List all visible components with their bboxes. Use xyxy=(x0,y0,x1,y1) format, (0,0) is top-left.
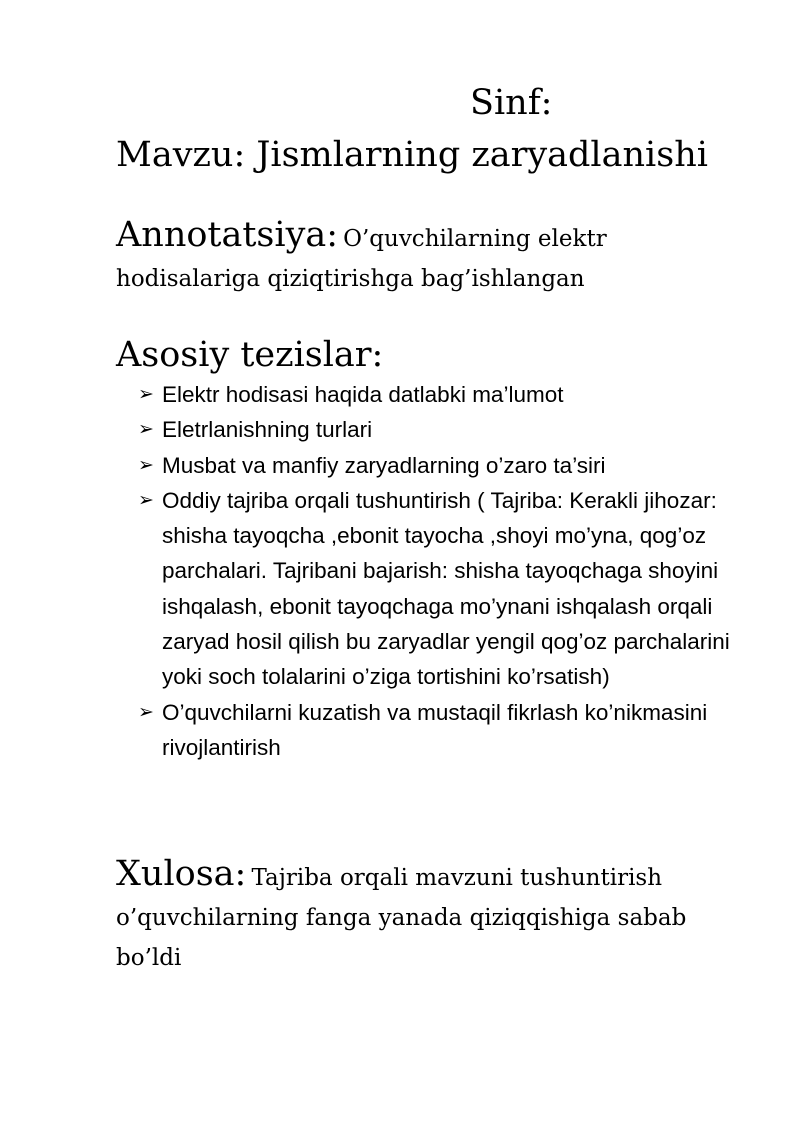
conclusion-label: Xulosa: xyxy=(116,854,247,894)
list-item-text: Oddiy tajriba orqali tushuntirish ( Tajriba: Kerakli jihozar: shisha tayoqcha ,ebonit tayocha ,shoyi mo’yna, qog’oz parchalari. Tajribani bajarish: shisha tayoqchaga shoyini ishqalash, ebonit tayoqchaga mo’ynani ishqalash orqali zaryad hosil qilish bu zaryadlar yengil qog’oz parchalarini yoki soch tolalarini o’ziga tortishini ko’rsatish) xyxy=(162,487,730,690)
topic-title: Mavzu: Jismlarning zaryadlanishi xyxy=(116,135,708,175)
list-item xyxy=(138,483,738,695)
list-item-text: Elektr hodisasi haqida datlabki ma’lumot xyxy=(162,382,564,407)
arrowhead-bullet-icon: ➢ xyxy=(138,701,154,723)
list-item-text: O’quvchilarni kuzatish va mustaqil fikrlash ko’nikmasini rivojlantirish xyxy=(162,699,708,760)
annotation-label: Annotatsiya: xyxy=(116,215,339,255)
theses-heading: Asosiy tezislar: xyxy=(116,335,384,375)
class-label: Sinf: xyxy=(470,83,553,123)
list-item xyxy=(138,695,738,766)
annotation-text: O’quvchilarning elektr hodisalariga qiziqtirishga bag’ishlangan xyxy=(116,226,607,292)
conclusion-paragraph xyxy=(116,855,756,979)
list-item-text: Musbat va manfiy zaryadlarning o’zaro ta’siri xyxy=(162,452,606,478)
arrowhead-bullet-icon: ➢ xyxy=(138,489,154,511)
conclusion-text: Tajriba orqali mavzuni tushuntirish o’quvchilarning fanga yanada qiziqqishiga sabab bo’ldi xyxy=(116,865,687,971)
arrowhead-bullet-icon: ➢ xyxy=(138,419,154,441)
list-item xyxy=(138,377,738,412)
arrowhead-bullet-icon: ➢ xyxy=(138,454,154,476)
annotation-paragraph xyxy=(116,216,756,300)
theses-list xyxy=(138,377,738,765)
list-item xyxy=(138,412,738,447)
list-item xyxy=(138,448,738,483)
arrowhead-bullet-icon: ➢ xyxy=(138,384,154,405)
list-item-text: Eletrlanishning turlari xyxy=(162,417,373,443)
